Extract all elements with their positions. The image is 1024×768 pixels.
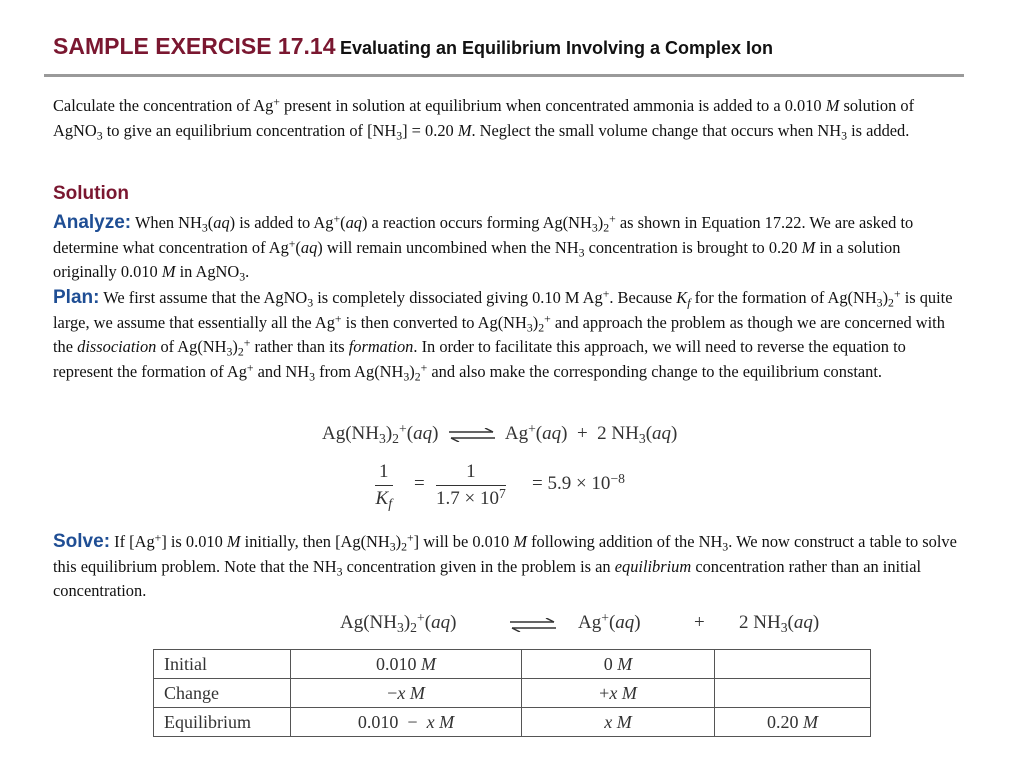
equals-sign: = — [414, 473, 425, 494]
table-equation-reactant: $Ag(NH_3)_2^+(aq)$ — [340, 609, 457, 635]
plan-label: Plan: — [53, 287, 100, 308]
table-row — [154, 650, 871, 679]
row-label: Initial — [154, 650, 291, 679]
table-cell — [715, 650, 871, 679]
plan-text: We first assume that the AgNO$_3$ is completely dissociated giving 0.10 M Ag+. Because $K_f$ for the formation of $Ag(NH_3)_2^+$ is quite large, we assume that essentially all the Ag+ is then converted to $Ag(NH_3)_2^+$ and approach the problem as though we are concerned with the dissociation of $Ag(NH_3)_2^+$ rather than its formation. In order to facilitate this approach, we will need to reverse the equation to represent the formation of Ag+ and $NH_3$ from $Ag(NH_3)_2^+$ and also make the corresponding change to the equilibrium constant. — [53, 286, 953, 383]
analyze-paragraph — [53, 211, 958, 285]
table-cell: +x M — [522, 679, 715, 708]
solve-label: Solve: — [53, 531, 111, 552]
table-cell: 0.20 M — [715, 708, 871, 737]
slide-title — [53, 33, 773, 60]
title-divider — [44, 74, 964, 77]
exercise-number: SAMPLE EXERCISE 17.14 — [53, 33, 336, 59]
analyze-label: Analyze: — [53, 212, 132, 233]
table-cell: −x M — [291, 679, 522, 708]
exercise-subtitle: Evaluating an Equilibrium Involving a Complex Ion — [339, 38, 774, 58]
table-cell: x M — [522, 708, 715, 737]
table-equilibrium-arrow-icon — [510, 618, 556, 632]
analyze-text: When $NH_3(aq)$ is added to Ag+(aq) a reaction occurs forming $Ag(NH_3)_2^+$ as shown in Equation 17.22. We are asked to determine what concentration of Ag+(aq) will remain uncombined when the $NH_3$ concentration is brought to 0.20 M in a solution originally 0.010 M in AgNO$_3$. — [53, 211, 914, 284]
table-equation-ag: Ag+(aq) — [578, 609, 641, 633]
kf-value-fraction: $\frac{1}{1.7 \times 10^7}$ — [436, 461, 506, 509]
table-cell: 0 M — [522, 650, 715, 679]
equilibrium-arrow-icon — [449, 428, 495, 442]
row-label: Change — [154, 679, 291, 708]
problem-statement: Calculate the concentration of Ag+ present in solution at equilibrium when concentrated ammonia is added to a 0.010 M solution of AgNO$_3$ to give an equilibrium concentration of $[NH_3] = 0.20$ M. Neglect the small volume change that occurs when $NH_3$ is added. — [53, 94, 915, 142]
ice-table — [153, 649, 871, 737]
inverse-kf-fraction: $\frac{1}{K_f}$ — [375, 461, 392, 511]
equation-result: = $5.9 \times 10^{-8}$ — [532, 470, 625, 494]
table-equation-plus: + — [694, 612, 705, 633]
table-row — [154, 708, 871, 737]
plan-paragraph — [53, 286, 958, 384]
solve-paragraph — [53, 530, 958, 604]
table-cell: 0.010 − x M — [291, 708, 522, 737]
table-row — [154, 679, 871, 708]
table-cell: 0.010 M — [291, 650, 522, 679]
table-cell — [715, 679, 871, 708]
solution-heading: Solution — [53, 183, 129, 204]
row-label: Equilibrium — [154, 708, 291, 737]
solve-text: If [Ag+] is 0.010 M initially, then $[Ag(NH_3)_2^+]$ will be 0.010 M following addition of the $NH_3$. We now construct a table to solve this equilibrium problem. Note that the $NH_3$ concentration given in the problem is an equilibrium concentration rather than an initial concentration. — [53, 530, 957, 600]
dissociation-equation: $Ag(NH_3)_2^+(aq) Ag^+(aq) + 2$ $NH_3(aq)$ — [322, 420, 678, 446]
table-equation-nh3: 2 $NH_3(aq)$ — [739, 612, 820, 635]
